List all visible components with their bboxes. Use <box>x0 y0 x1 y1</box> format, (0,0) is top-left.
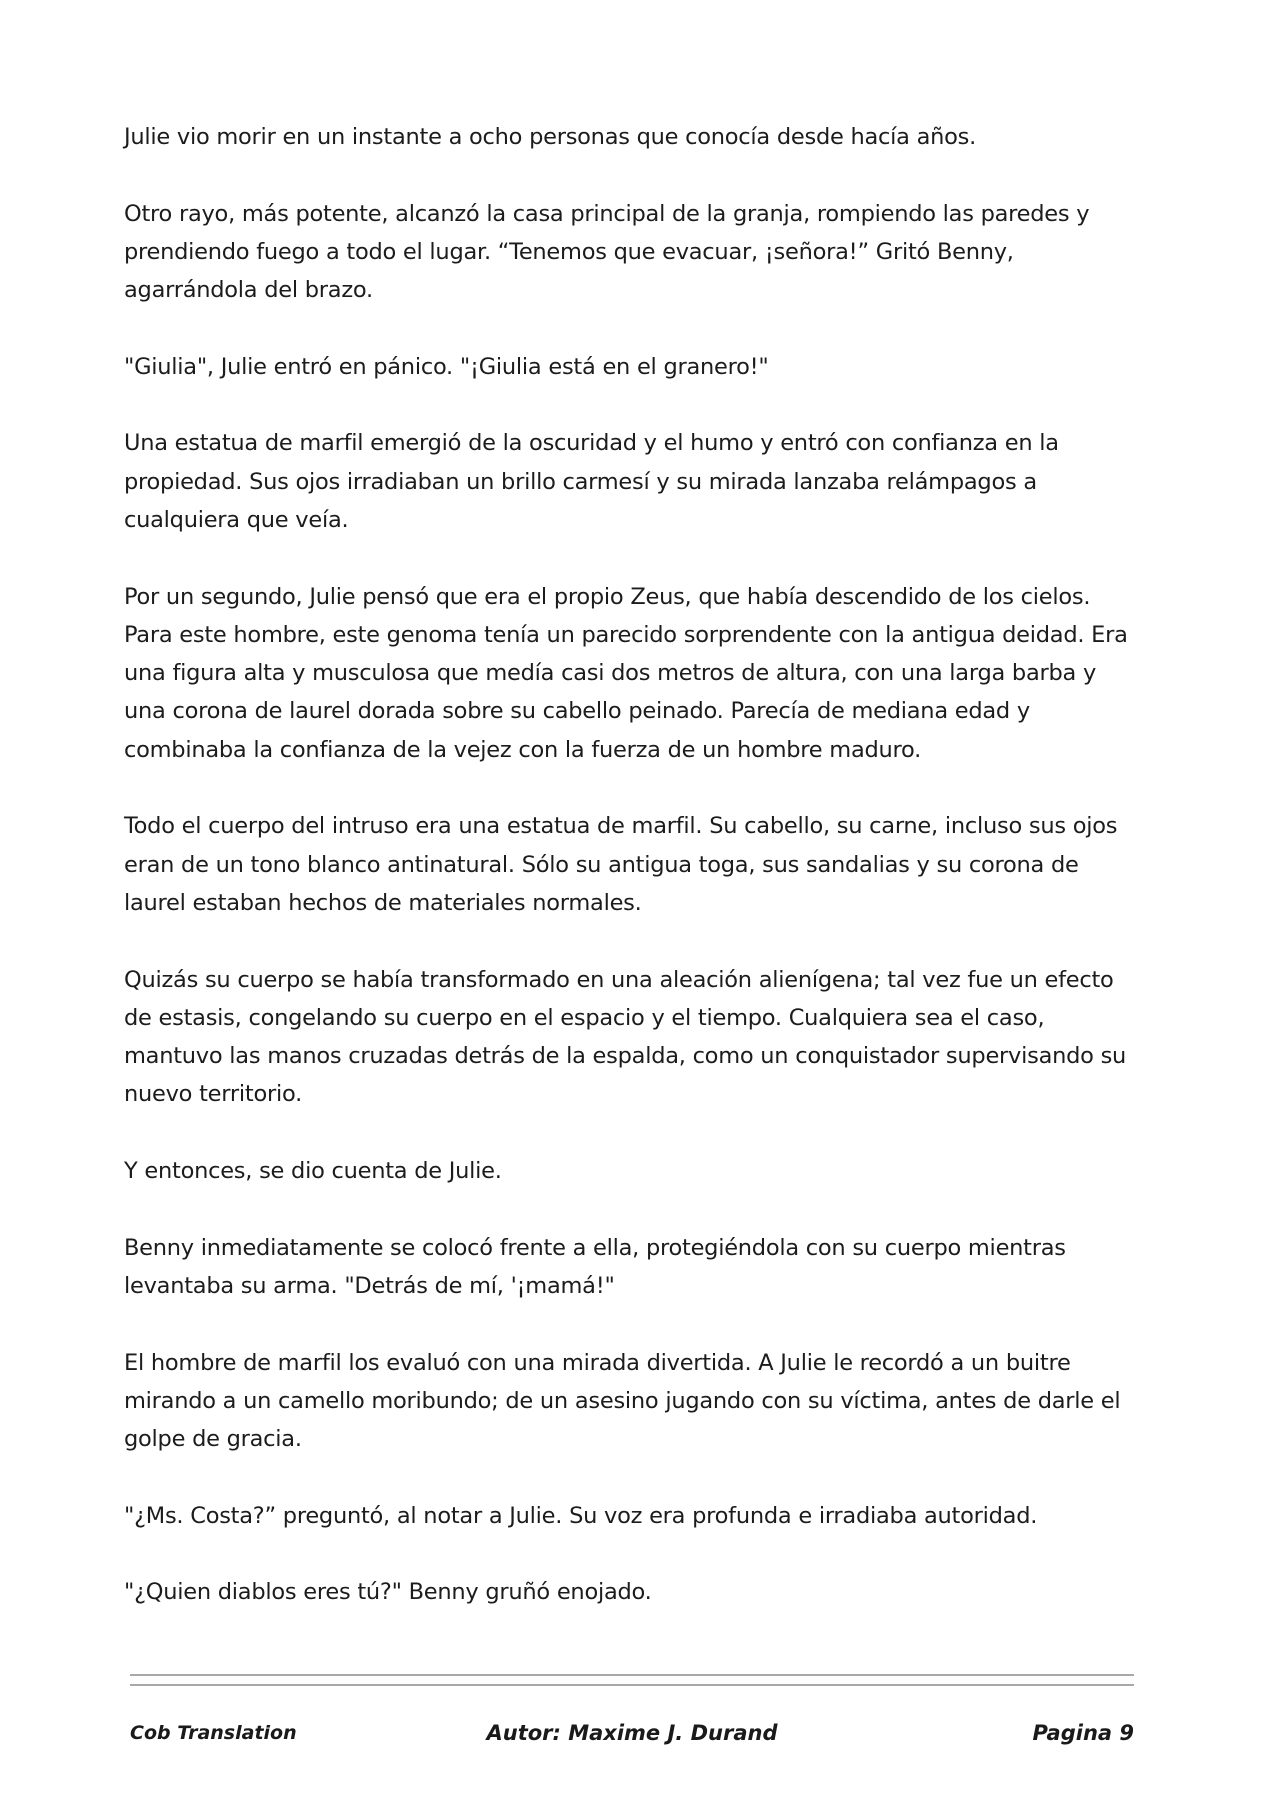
footer-author: Autor: Maxime J. Durand <box>486 1721 778 1745</box>
paragraph: "¿Quien diablos eres tú?" Benny gruñó enojado. <box>124 1579 652 1606</box>
footer-translator: Cob Translation <box>130 1722 297 1744</box>
page-footer <box>130 1716 1134 1750</box>
paragraph: Julie vio morir en un instante a ocho personas que conocía desde hacía años. <box>124 124 977 150</box>
paragraph: Todo el cuerpo del intruso era una estatua de marfil. Su cabello, su carne, incluso sus ojos eran de un tono blanco antinatural. Sólo su antigua toga, sus sandalias y su corona de laurel estaban hechos de materiales normales. <box>124 813 1118 916</box>
paragraph: Y entonces, se dio cuenta de Julie. <box>124 1158 502 1185</box>
paragraph: Una estatua de marfil emergió de la oscuridad y el humo y entró con confianza en la propiedad. Sus ojos irradiaban un brillo carmesí y su mirada lanzaba relámpagos a cualquiera que veía. <box>124 430 1059 533</box>
footer-divider-bottom <box>130 1684 1134 1686</box>
paragraph: "Giulia", Julie entró en pánico. "¡Giulia está en el granero!" <box>124 353 769 380</box>
paragraph: Quizás su cuerpo se había transformado en una aleación alienígena; tal vez fue un efecto de estasis, congelando su cuerpo en el espacio y el tiempo. Cualquiera sea el caso, mantuvo las manos cruzadas detrás de la espalda, como un conquistador supervisando su nuevo territorio. <box>124 966 1127 1108</box>
body-text <box>124 118 1134 1650</box>
paragraph: "¿Ms. Costa?” preguntó, al notar a Julie. Su voz era profunda e irradiaba autoridad. <box>124 1502 1038 1529</box>
paragraph: Por un segundo, Julie pensó que era el propio Zeus, que había descendido de los cielos. Para este hombre, este genoma tenía un parecido sorprendente con la antigua deidad. Era una figura alta y musculosa que medía casi dos metros de altura, con una larga barba y una corona de laurel dorada sobre su cabello peinado. Parecía de mediana edad y combinaba la confianza de la vejez con la fuerza de un hombre maduro. <box>124 583 1128 763</box>
paragraph: Otro rayo, más potente, alcanzó la casa principal de la granja, rompiendo las paredes y prendiendo fuego a todo el lugar. “Tenemos que evacuar, ¡señora!” Gritó Benny, agarrándola del brazo. <box>124 200 1090 304</box>
paragraph: Benny inmediatamente se colocó frente a ella, protegiéndola con su cuerpo mientras levantaba su arma. "Detrás de mí, '¡mamá!" <box>124 1234 1066 1299</box>
footer-divider-top <box>130 1674 1134 1676</box>
paragraph: El hombre de marfil los evaluó con una mirada divertida. A Julie le recordó a un buitre mirando a un camello moribundo; de un asesino jugando con su víctima, antes de darle el golpe de gracia. <box>124 1349 1121 1453</box>
footer-page-number: Pagina 9 <box>1032 1721 1134 1745</box>
